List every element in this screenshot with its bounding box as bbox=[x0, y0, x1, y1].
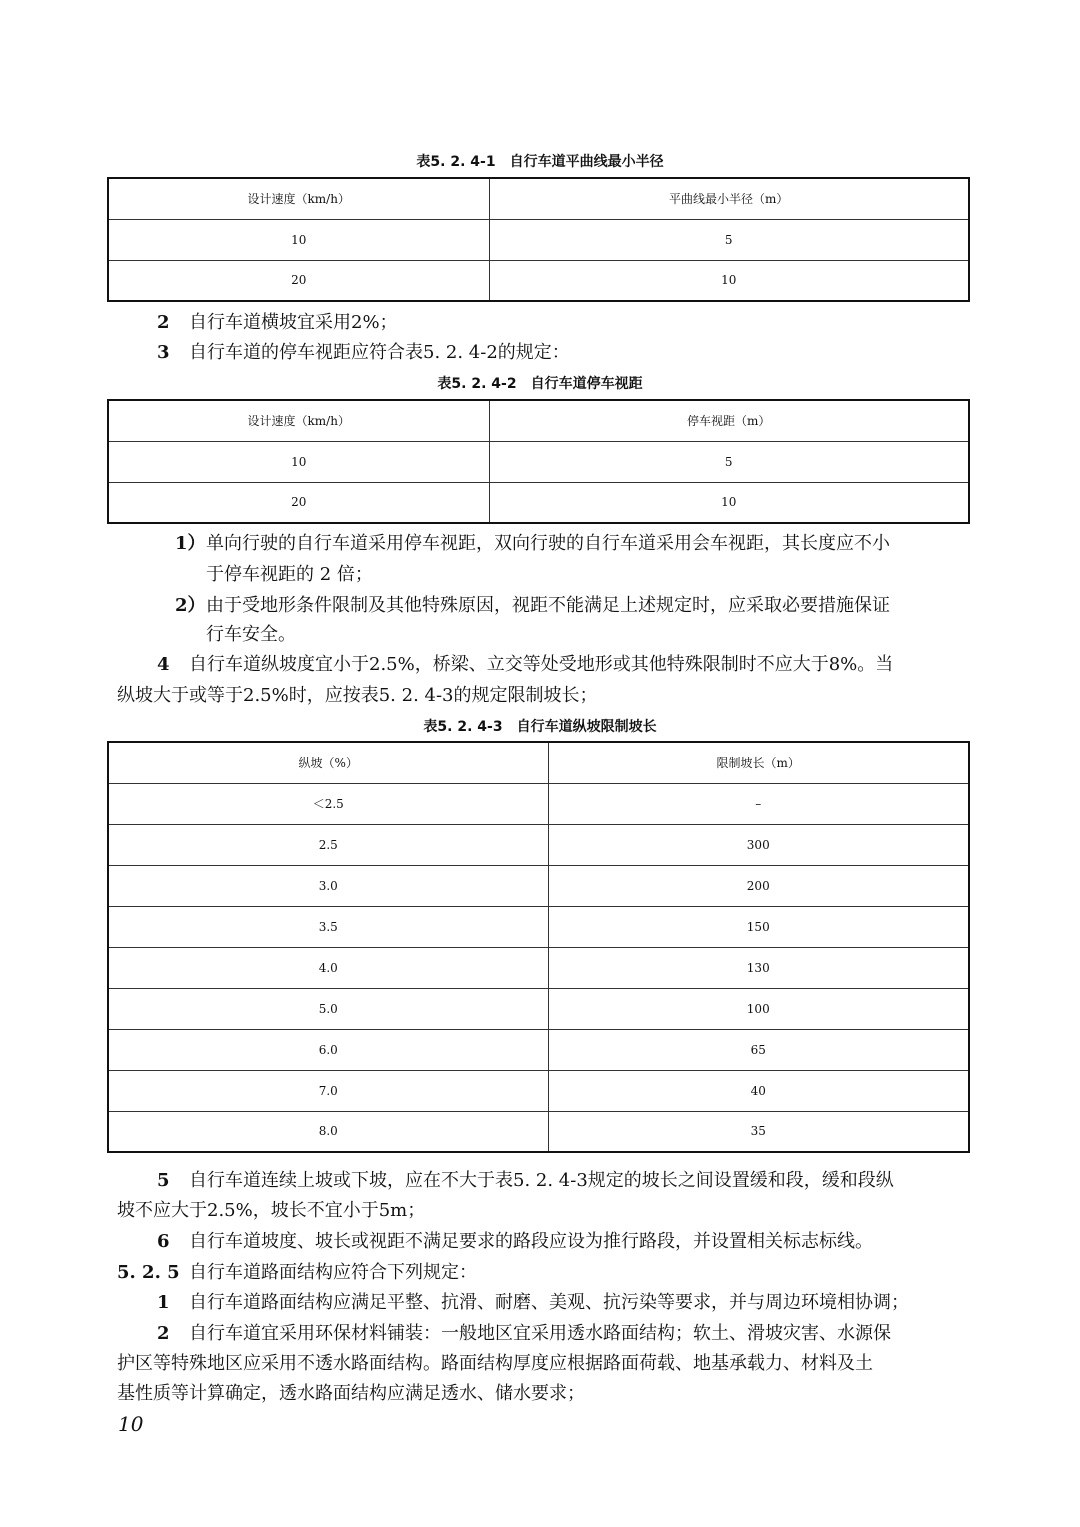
table3 bbox=[107, 741, 970, 1153]
table-row bbox=[108, 824, 969, 865]
table-cell: 10 bbox=[489, 482, 969, 523]
table3-caption: 表5. 2. 4-3 自行车道纵坡限制坡长 bbox=[423, 719, 657, 735]
table-cell: 20 bbox=[108, 482, 489, 523]
table-cell: 65 bbox=[548, 1029, 969, 1070]
item-text: 自行车道的停车视距应符合表5. 2. 4-2的规定： bbox=[189, 342, 570, 363]
table1 bbox=[107, 177, 970, 302]
table-row bbox=[108, 783, 969, 824]
item-5-cont: 坡不应大于2.5%，坡长不宜小于5m； bbox=[117, 1200, 426, 1221]
table-header-cell: 停车视距（m） bbox=[489, 400, 969, 441]
item-text: 自行车道连续上坡或下坡，应在不大于表5. 2. 4-3规定的坡长之间设置缓和段，缓和段纵 bbox=[189, 1170, 894, 1191]
table-cell: 6.0 bbox=[108, 1029, 548, 1070]
note-text: 由于受地形条件限制及其他特殊原因，视距不能满足上述规定时，应采取必要措施保证 bbox=[206, 595, 890, 616]
table-header-cell: 限制坡长（m） bbox=[548, 742, 969, 783]
table-cell: 130 bbox=[548, 947, 969, 988]
table-cell: 8.0 bbox=[108, 1111, 548, 1152]
item-number: 3 bbox=[157, 342, 170, 363]
table-row bbox=[108, 219, 969, 260]
table-cell: 2.5 bbox=[108, 824, 548, 865]
item-5 bbox=[157, 1167, 894, 1195]
item-2 bbox=[157, 309, 398, 337]
table-cell: 7.0 bbox=[108, 1070, 548, 1111]
sub-item-2-cont: 护区等特殊地区应采用不透水路面结构。路面结构厚度应根据路面荷载、地基承载力、材料及土 bbox=[117, 1353, 873, 1374]
item-text: 自行车道坡度、坡长或视距不满足要求的路段应设为推行路段，并设置相关标志标线。 bbox=[189, 1231, 873, 1252]
item-number: 2 bbox=[157, 312, 170, 333]
table-header-cell: 纵坡（%） bbox=[108, 742, 548, 783]
table-cell: 5.0 bbox=[108, 988, 548, 1029]
table-cell: 5 bbox=[489, 219, 969, 260]
table-cell: ＜2.5 bbox=[108, 783, 548, 824]
table-header-cell: 平曲线最小半径（m） bbox=[489, 178, 969, 219]
table-cell: 3.5 bbox=[108, 906, 548, 947]
item-6 bbox=[157, 1228, 873, 1256]
table-header-cell: 设计速度（km/h） bbox=[108, 178, 489, 219]
table-row bbox=[108, 482, 969, 523]
note-1 bbox=[175, 530, 890, 558]
sub-item-2-cont: 基性质等计算确定，透水路面结构应满足透水、储水要求； bbox=[117, 1383, 585, 1404]
clause-number: 5. 2. 5 bbox=[117, 1262, 180, 1283]
table-row bbox=[108, 1111, 969, 1152]
table-cell: 10 bbox=[108, 219, 489, 260]
table-cell: 40 bbox=[548, 1070, 969, 1111]
item-4 bbox=[157, 651, 893, 679]
table-cell: 35 bbox=[548, 1111, 969, 1152]
table-cell: 5 bbox=[489, 441, 969, 482]
item-text: 自行车道横坡宜采用2%； bbox=[189, 312, 398, 333]
table-header-cell: 设计速度（km/h） bbox=[108, 400, 489, 441]
note-number: 2） bbox=[175, 595, 206, 616]
table1-caption: 表5. 2. 4-1 自行车道平曲线最小半径 bbox=[416, 154, 664, 170]
table-cell: 3.0 bbox=[108, 865, 548, 906]
table-row bbox=[108, 1070, 969, 1111]
table-cell: 10 bbox=[489, 260, 969, 301]
item-number: 4 bbox=[157, 654, 170, 675]
note-2 bbox=[175, 592, 890, 620]
table2 bbox=[107, 399, 970, 524]
table-row bbox=[108, 865, 969, 906]
table-header-row bbox=[108, 400, 969, 441]
item-text: 自行车道宜采用环保材料铺装：一般地区宜采用透水路面结构；软土、滑坡灾害、水源保 bbox=[189, 1323, 891, 1344]
note-text: 单向行驶的自行车道采用停车视距，双向行驶的自行车道采用会车视距，其长度应不小 bbox=[206, 533, 890, 554]
item-number: 5 bbox=[157, 1170, 170, 1191]
table-cell: 200 bbox=[548, 865, 969, 906]
sub-item-1 bbox=[157, 1289, 909, 1317]
item-text: 自行车道路面结构应满足平整、抗滑、耐磨、美观、抗污染等要求，并与周边环境相协调； bbox=[189, 1292, 909, 1313]
table-cell: 20 bbox=[108, 260, 489, 301]
table-cell: 10 bbox=[108, 441, 489, 482]
table-row bbox=[108, 906, 969, 947]
table-row bbox=[108, 947, 969, 988]
clause-text: 自行车道路面结构应符合下列规定： bbox=[189, 1262, 477, 1283]
table-row bbox=[108, 1029, 969, 1070]
item-4-cont: 纵坡大于或等于2.5%时，应按表5. 2. 4-3的规定限制坡长； bbox=[117, 685, 598, 706]
table-cell: 4.0 bbox=[108, 947, 548, 988]
table-header-row bbox=[108, 178, 969, 219]
item-3 bbox=[157, 339, 570, 367]
table2-caption: 表5. 2. 4-2 自行车道停车视距 bbox=[437, 376, 643, 392]
note-number: 1） bbox=[175, 533, 206, 554]
note-2-cont: 行车安全。 bbox=[206, 624, 296, 645]
table-cell: 300 bbox=[548, 824, 969, 865]
item-number: 6 bbox=[157, 1231, 170, 1252]
table-header-row bbox=[108, 742, 969, 783]
table-row bbox=[108, 260, 969, 301]
table-row bbox=[108, 988, 969, 1029]
item-text: 自行车道纵坡度宜小于2.5%，桥梁、立交等处受地形或其他特殊限制时不应大于8%。当 bbox=[189, 654, 894, 675]
item-number: 1 bbox=[157, 1292, 170, 1313]
page-number: 10 bbox=[118, 1412, 144, 1436]
table-row bbox=[108, 441, 969, 482]
item-number: 2 bbox=[157, 1323, 170, 1344]
table-cell: 150 bbox=[548, 906, 969, 947]
clause-5-2-5 bbox=[117, 1259, 477, 1287]
table-cell: 100 bbox=[548, 988, 969, 1029]
sub-item-2 bbox=[157, 1320, 891, 1348]
note-1-cont: 于停车视距的 2 倍； bbox=[206, 564, 373, 585]
table-cell: – bbox=[548, 783, 969, 824]
